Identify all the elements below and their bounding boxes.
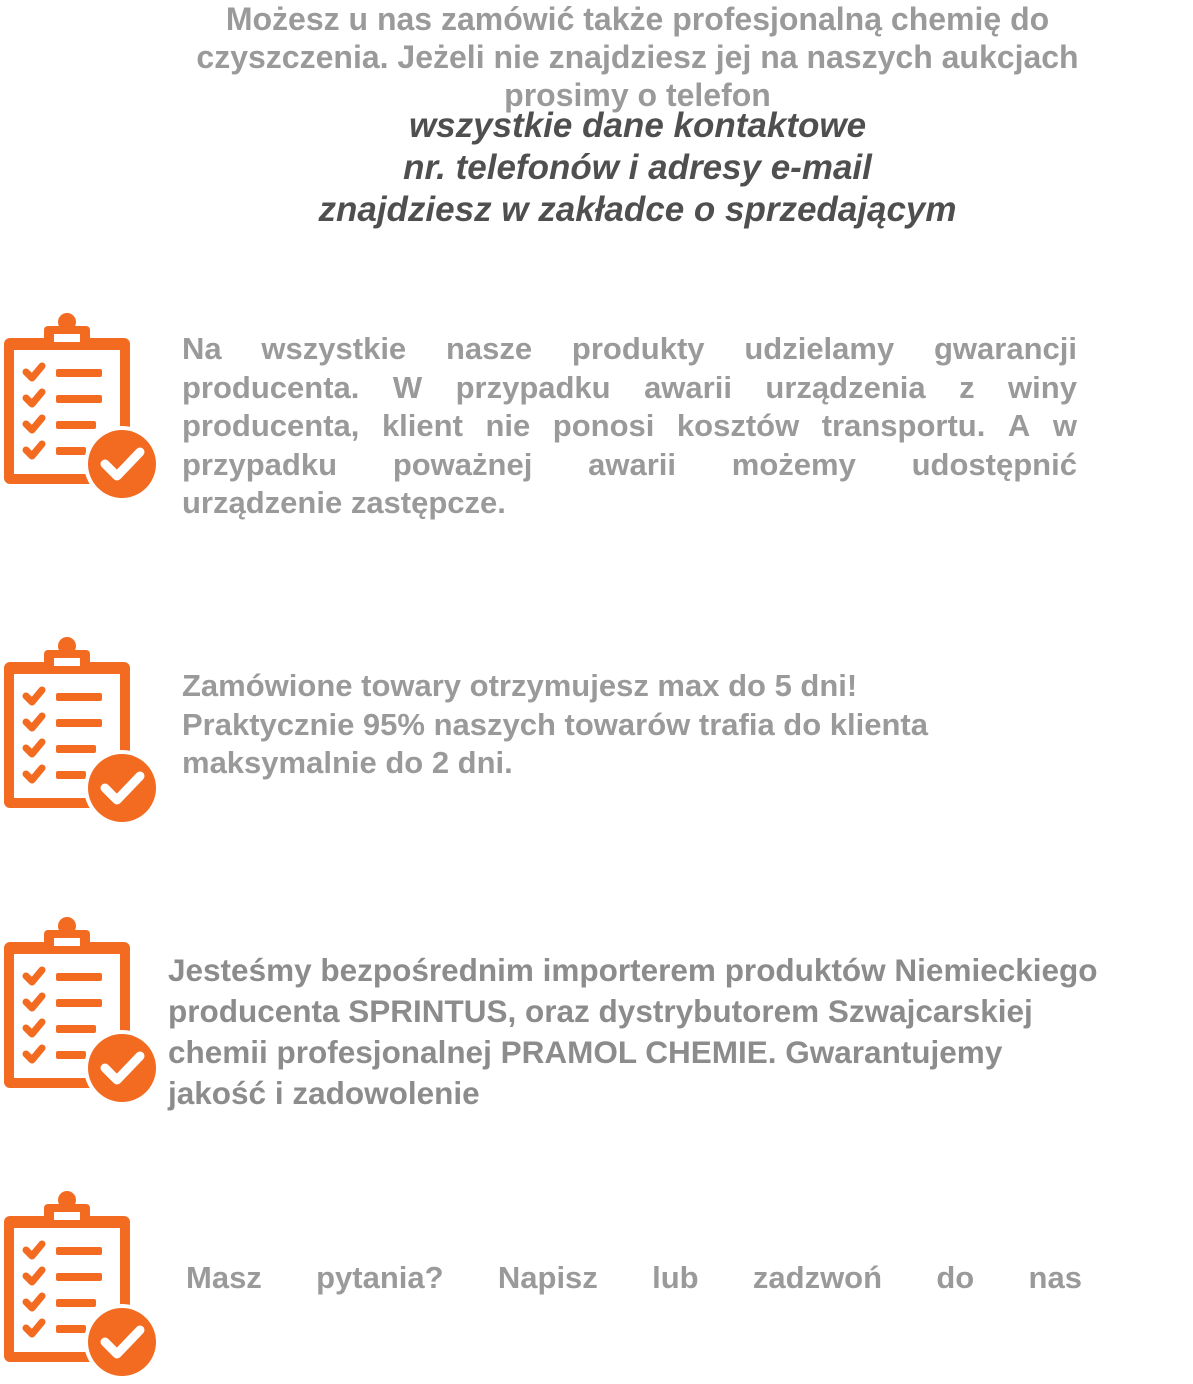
word: gwarancji <box>934 331 1077 366</box>
intro-paragraph <box>100 0 1175 114</box>
word: transportu. <box>821 408 986 443</box>
word: nas <box>1028 1260 1082 1295</box>
clipboard-check-icon <box>2 312 162 502</box>
importer-text <box>168 950 1188 1114</box>
word: do <box>936 1260 975 1295</box>
word: zadzwoń <box>752 1260 883 1295</box>
word: awarii <box>644 369 732 405</box>
text-line: Jesteśmy bezpośrednim importerem produktów Niemieckiego <box>168 952 1098 988</box>
word: z <box>959 369 975 405</box>
word: lub <box>652 1260 699 1295</box>
contact-info <box>100 105 1175 231</box>
warranty-text <box>182 330 1077 523</box>
clipboard-check-icon <box>2 1190 162 1380</box>
questions-text <box>186 1258 1082 1298</box>
word: winy <box>1008 369 1077 405</box>
word: producenta. <box>182 369 360 405</box>
word: pytania? <box>316 1260 444 1295</box>
clipboard-check-icon <box>2 636 162 826</box>
text-line: producenta SPRINTUS, oraz dystrybutorem Szwajcarskiej <box>168 993 1033 1029</box>
word: klient <box>381 408 463 443</box>
word: ponosi <box>552 408 655 443</box>
word: w <box>1052 408 1077 443</box>
word: Na <box>182 331 222 366</box>
word: nasze <box>445 331 533 366</box>
text-line: urządzenie zastępcze. <box>182 485 506 520</box>
word: przypadku <box>182 446 338 482</box>
contact-line: nr. telefonów i adresy e-mail <box>403 148 872 187</box>
text-line: Praktycznie 95% naszych towarów trafia do klienta <box>182 706 928 742</box>
word: udzielamy <box>744 331 895 366</box>
text-line: Zamówione towary otrzymujesz max do 5 dni! <box>182 668 858 703</box>
word: A <box>1007 408 1031 443</box>
word: kosztów <box>676 408 800 443</box>
word: nie <box>485 408 531 443</box>
intro-line: Możesz u nas zamówić także profesjonalną chemię do <box>225 1 1050 37</box>
justified-line <box>182 446 1077 485</box>
word: awarii <box>588 446 676 482</box>
word: Masz <box>186 1260 262 1295</box>
word: możemy <box>731 446 856 482</box>
word: udostępnić <box>911 446 1077 482</box>
contact-line: wszystkie dane kontaktowe <box>408 106 867 145</box>
word: producenta, <box>182 408 360 443</box>
text-line: jakość i zadowolenie <box>168 1075 480 1111</box>
word: Napisz <box>497 1260 598 1295</box>
justified-line <box>186 1258 1082 1298</box>
delivery-text <box>182 667 1082 783</box>
justified-line <box>182 407 1077 446</box>
word: wszystkie <box>261 331 407 366</box>
intro-line: prosimy o telefon <box>504 77 771 113</box>
word: produkty <box>571 331 705 366</box>
word: urządzenia <box>765 369 926 405</box>
word: poważnej <box>392 446 533 482</box>
text-line: chemii profesjonalnej PRAMOL CHEMIE. Gwarantujemy <box>168 1034 1003 1070</box>
intro-line: czyszczenia. Jeżeli nie znajdziesz jej na naszych aukcjach <box>196 39 1079 75</box>
justified-line <box>182 330 1077 369</box>
clipboard-check-icon <box>2 916 162 1106</box>
justified-line <box>182 369 1077 408</box>
word: W <box>392 369 423 405</box>
contact-line: znajdziesz w zakładce o sprzedającym <box>318 190 957 229</box>
text-line: maksymalnie do 2 dni. <box>182 745 513 780</box>
word: przypadku <box>455 369 611 405</box>
